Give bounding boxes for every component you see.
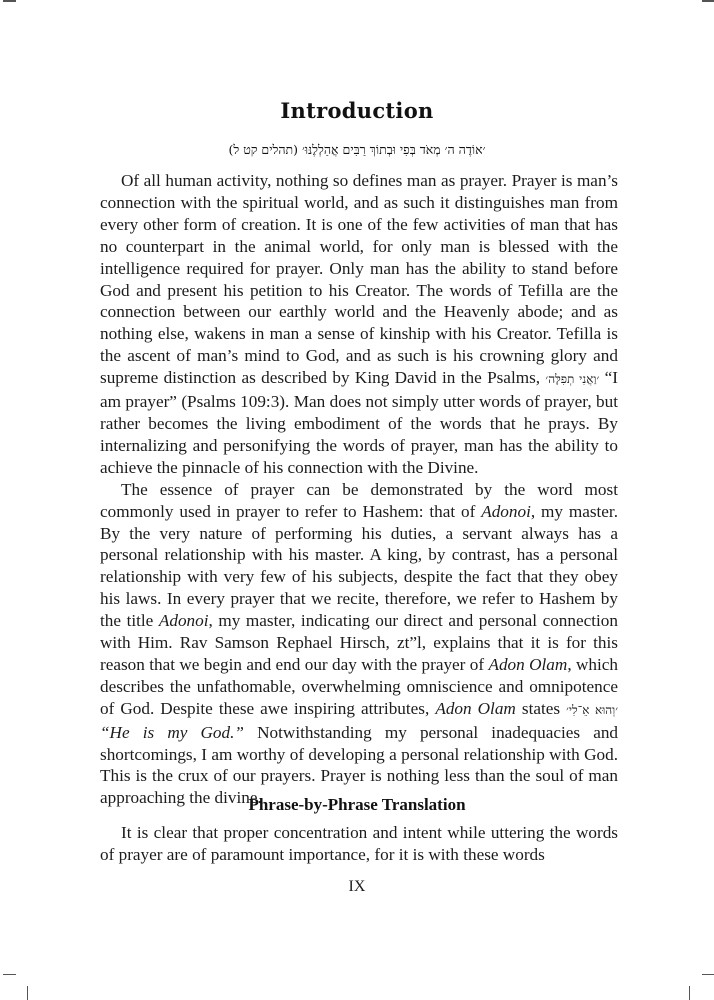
hebrew-quote: ׳וַאֲנִי תְפִלָּה׳ [545,372,600,387]
text-run: Of all human activity, nothing so defines man as prayer. Prayer is man’s connection with the spiritual world, and as such it distinguishes man from every other form of creation. It is one of the few activities of man that has no counterpart in the animal world, for only man is blessed with the intelligence required for prayer. Only man has the ability to stand before God and present his petition to his Creator. The words of Tefilla are the connection between our earthly world and the Heavenly abode; and as nothing else, wakens in man a sense of kinship with his Creator. Tefilla is the ascent of man’s mind to God, and as such is his crowning glory and supreme distinction as described by King David in the Psalms, [100,171,618,388]
italic-term: Adonoi [481,501,531,521]
crop-mark-top-right [702,0,714,2]
crop-mark-bottom-left-v [27,986,28,1000]
page-title: Introduction [280,98,434,123]
italic-term: Adon Olam [488,654,568,674]
text-run: , my master, indicating our direct and personal connection with Him. Rav Samson Rephael Hirsch, zt”l, explains that it is for this reason that we begin and end our day with the prayer of [100,611,618,674]
text-run: , which describes the unfathomable, overwhelming omniscience and omnipotence of God. Despite these awe inspiring attributes, [100,654,618,718]
hebrew-epigraph: ׳אוֹדֶה ה׳ מְאֹד בְּפִי וּבְתוֹךְ רַבִּים אֲהַלְלֶנּוּ׳ (תהלים קט ל) [228,142,486,157]
text-run: , my master. By the very nature of performing his duties, a servant always has a personal relationship with his master. A king, by contrast, has a personal relationship with very few of his subjects, despite the fact that they obey his laws. In every prayer that we recite, therefore, we refer to Hashem by the title [100,501,618,631]
text-run: “I am prayer” (Psalms 109:3). Man does not simply utter words of prayer, but rather becomes the living embodiment of the words that he prays. By internalizing and personifying the words of prayer, man has the ability to achieve the pinnacle of his connection with the Divine. [100,368,618,477]
intro-body [100,170,618,809]
crop-mark-top-left [3,0,16,2]
text-run: Notwithstanding my personal inadequacies and shortcomings, I am worthy of developing a personal relationship with God. This is the crux of our prayers. Prayer is nothing less than the soul of man approaching the divine. [100,722,619,808]
italic-term: Adon Olam [435,698,516,718]
italic-term: Adonoi [158,611,209,631]
crop-mark-bottom-right-h [702,974,714,975]
section-body [100,822,618,866]
intro-paragraph-1 [100,170,618,479]
section-paragraph: It is clear that proper concentration and intent while uttering the words of prayer are of paramount importance, for it is with these words [100,823,618,864]
italic-quote: “He is my God.” [100,722,244,742]
text-run: The essence of prayer can be demonstrated by the word most commonly used in prayer to refer to Hashem: that of [100,479,618,521]
intro-paragraph-2 [100,479,618,810]
text-run: states [515,698,567,718]
crop-mark-bottom-left-h [3,974,16,975]
page-number: IX [348,878,366,895]
crop-mark-bottom-right-v [689,986,690,1000]
section-heading: Phrase-by-Phrase Translation [248,795,466,814]
hebrew-quote: ׳וְהוּא אֵ־לִי׳ [566,702,619,717]
